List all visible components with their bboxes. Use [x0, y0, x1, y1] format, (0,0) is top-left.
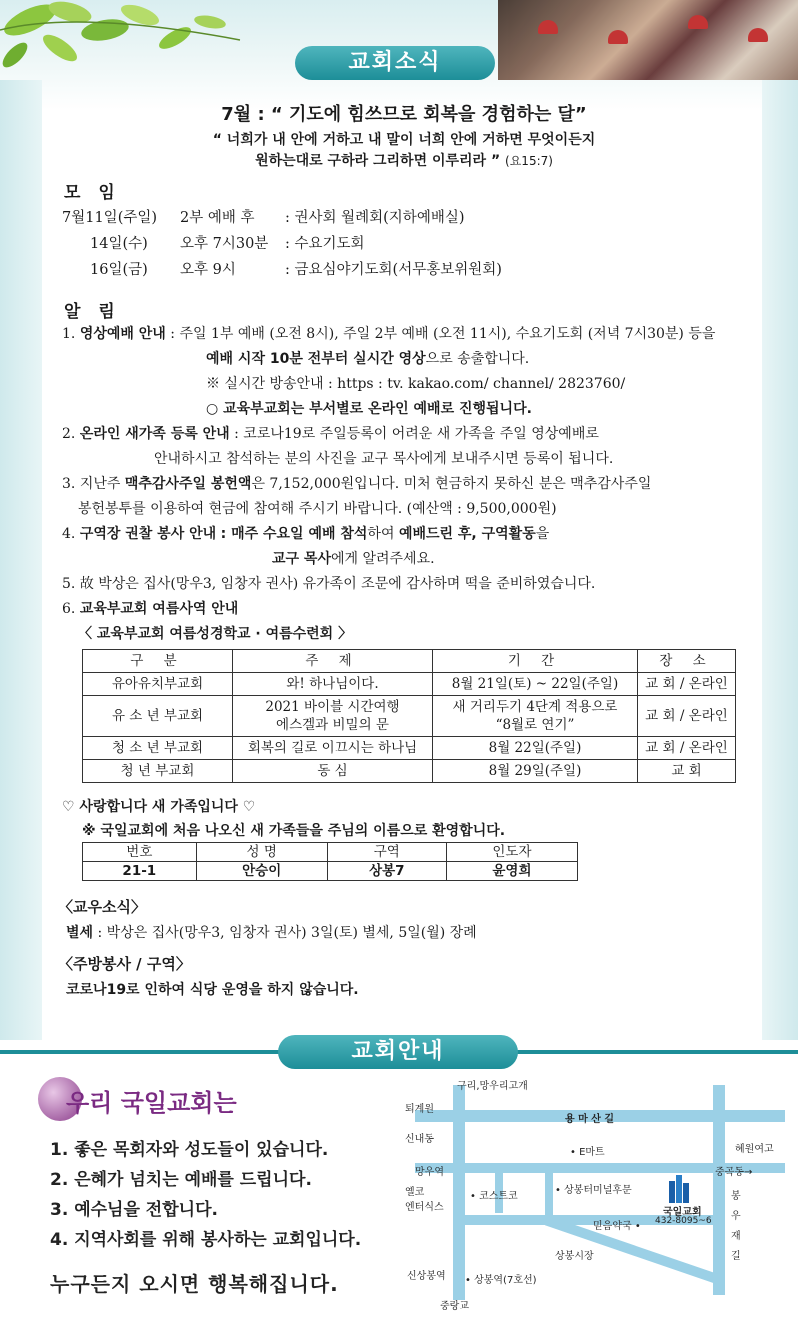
- theme-verse: “ 너희가 내 안에 거하고 내 말이 너희 안에 거하면 무엇이든지 원하는대로 구하라 그리하면 이루리라 ” (요15:7): [212, 132, 596, 169]
- notice-4: 4. 구역장 권찰 봉사 안내 : 매주 수요일 예배 참석하여 예배드린 후, 구역활동을: [62, 526, 550, 542]
- notice-3: 3. 지난주 맥추감사주일 봉헌액은 7,152,000원입니다. 미처 현금하지 못하신 분은 맥추감사주일: [62, 476, 652, 492]
- list-item: 4. 지역사회를 위해 봉사하는 교회입니다.: [50, 1230, 362, 1250]
- table-row: 유 소 년 부교회 2021 바이블 시간여행 에스겔과 비밀의 문 새 거리두기 4단계 적용으로 “8월로 연기” 교 회 / 온라인: [83, 696, 736, 737]
- notices-list: 1. 영상예배 안내 : 주일 1부 예배 (오전 8시), 주일 2부 예배 (오전 11시), 수요기도회 (저녁 7시30분) 등을 예배 시작 10분 전부터 실시간 영상으로 송출합니다. ※ 실시간 방송안내 : https : tv. kakao.com/ channel/ 2823760/ ○ 교육부교회는 부서별로 온라인 예배로 진행됩니다. 2. 온라인 새가족 등록 안내 : 코로나19로 주일등록이 어려운 새 가족을 주일 영상예배로 안내하시고 참석하는 분의 사진을 교구 목사에게 보내주시면 등록이 됩니다. 3. 지난주 맥추감사주일 봉헌액은 7,152,000원입니다. 미처 현금하지 못하신 분은 맥추감사주일 봉헌봉투를 이용하여 현금에 참여해 주시기 바랍니다. (예산액 : 9,500,000원) 4. 구역장 권찰 봉사 안내 : 매주 수요일 예배 참석하여 예배드린 후, 구역활동을 교구 목사에게 알려주세요. 5. 故 박상은 집사(망우3, 임창자 권사) 유가족이 조문에 감사하며 떡을 준비하였습니다. 6. 교육부교회 여름사역 안내 〈 교육부교회 여름성경학교 · 여름수련회 〉: [62, 322, 762, 647]
- church-features-list: [50, 1135, 361, 1255]
- church-guide-title: 교회안내: [278, 1035, 518, 1069]
- church-location-map: 구리,망우리고개 퇴계원 용 마 산 길 신내동 • E마트 혜원여고 망우역 중곡동→ 옐코 엔터식스 • 코스트코 • 상봉터미널후문 국일교회 432-8095~6 믿음약국 • 봉 우 재 길 상봉시장 신상봉역 • 상봉역(7호선) 중랑교: [405, 1075, 785, 1315]
- members-news-heading: 〈교우소식〉: [58, 898, 146, 916]
- notices-heading: 알 림: [64, 302, 121, 322]
- church-news-title: 교회소식: [295, 46, 495, 80]
- table-row: 21-1 안승이 상봉7 윤영희: [83, 862, 578, 881]
- new-family-welcome: ※ 국일교회에 처음 나오신 새 가족들을 주님의 이름으로 환영합니다.: [82, 823, 506, 839]
- meeting-row: 16일(금) 오후 9시 : 금요심야기도회(서무홍보위원회): [90, 262, 502, 278]
- table-row: 청 년 부교회 동 심 8월 29일(주일) 교 회: [83, 760, 736, 783]
- stream-info: ※ 실시간 방송안내 : https : tv. kakao.com/ channel/ 2823760/: [206, 376, 626, 392]
- meetings-heading: 모 임: [64, 183, 121, 203]
- church-building-icon: [667, 1175, 691, 1203]
- list-item: 1. 좋은 목회자와 성도들이 있습니다.: [50, 1140, 329, 1160]
- notice-6: 6. 교육부교회 여름사역 안내: [62, 601, 239, 617]
- news-content: [46, 98, 762, 1003]
- edu-online-note: ○ 교육부교회는 부서별로 온라인 예배로 진행됩니다.: [206, 401, 532, 417]
- table-row: 청 소 년 부교회 회복의 길로 이끄시는 하나님 8월 22일(주일) 교 회 / 온라인: [83, 737, 736, 760]
- right-border-band: [762, 80, 798, 1040]
- table-header-row: 구 분 주 제 기 간 장 소: [83, 650, 736, 673]
- leaves-decoration: [0, 0, 260, 80]
- church-intro-heading: 우리 국일교회는: [38, 1077, 238, 1121]
- new-family-heading: ♡ 사랑합니다 새 가족입니다 ♡: [62, 799, 256, 815]
- list-item: 2. 은혜가 넘치는 예배를 드립니다.: [50, 1170, 312, 1190]
- kitchen-heading: 〈주방봉사 / 구역〉: [58, 955, 191, 973]
- notice-2: 2. 온라인 새가족 등록 안내 : 코로나19로 주일등록이 어려운 새 가족을 주일 영상예배로: [62, 426, 599, 442]
- verse-reference: (요15:7): [505, 154, 553, 168]
- new-family-table: [82, 842, 578, 881]
- list-item: 3. 예수님을 전합니다.: [50, 1200, 218, 1220]
- summer-schedule-table: [82, 649, 736, 783]
- kitchen-text: 코로나19로 인하여 식당 운영을 하지 않습니다.: [66, 982, 359, 998]
- meeting-row: 14일(수) 오후 7시30분 : 수요기도회: [90, 236, 365, 252]
- church-slogan: 누구든지 오시면 행복해집니다.: [50, 1272, 339, 1296]
- meeting-row: 7월11일(주일) 2부 예배 후 : 권사회 월례회(지하예배실): [62, 210, 465, 226]
- table-header-row: 번호 성 명 구역 인도자: [83, 843, 578, 862]
- meetings-list: [62, 205, 762, 283]
- summer-program-subtitle: 〈 교육부교회 여름성경학교 · 여름수련회 〉: [78, 626, 353, 642]
- choir-photo: [498, 0, 798, 80]
- notice-5: 5. 故 박상은 집사(망우3, 임창자 권사) 유가족이 조문에 감사하며 떡을 준비하였습니다.: [62, 576, 596, 592]
- left-border-band: [0, 80, 42, 1040]
- notice-1: 1. 영상예배 안내 : 주일 1부 예배 (오전 8시), 주일 2부 예배 (오전 11시), 수요기도회 (저녁 7시30분) 등을: [62, 326, 716, 342]
- monthly-theme-title: 7월 : “ 기도에 힘쓰므로 회복을 경험하는 달”: [221, 104, 587, 125]
- members-news-text: 별세 : 박상은 집사(망우3, 임창자 권사) 3일(토) 별세, 5일(월) 장례: [66, 925, 477, 941]
- table-row: 유아유치부교회 와! 하나님이다. 8월 21일(토) ~ 22일(주일) 교 회 / 온라인: [83, 673, 736, 696]
